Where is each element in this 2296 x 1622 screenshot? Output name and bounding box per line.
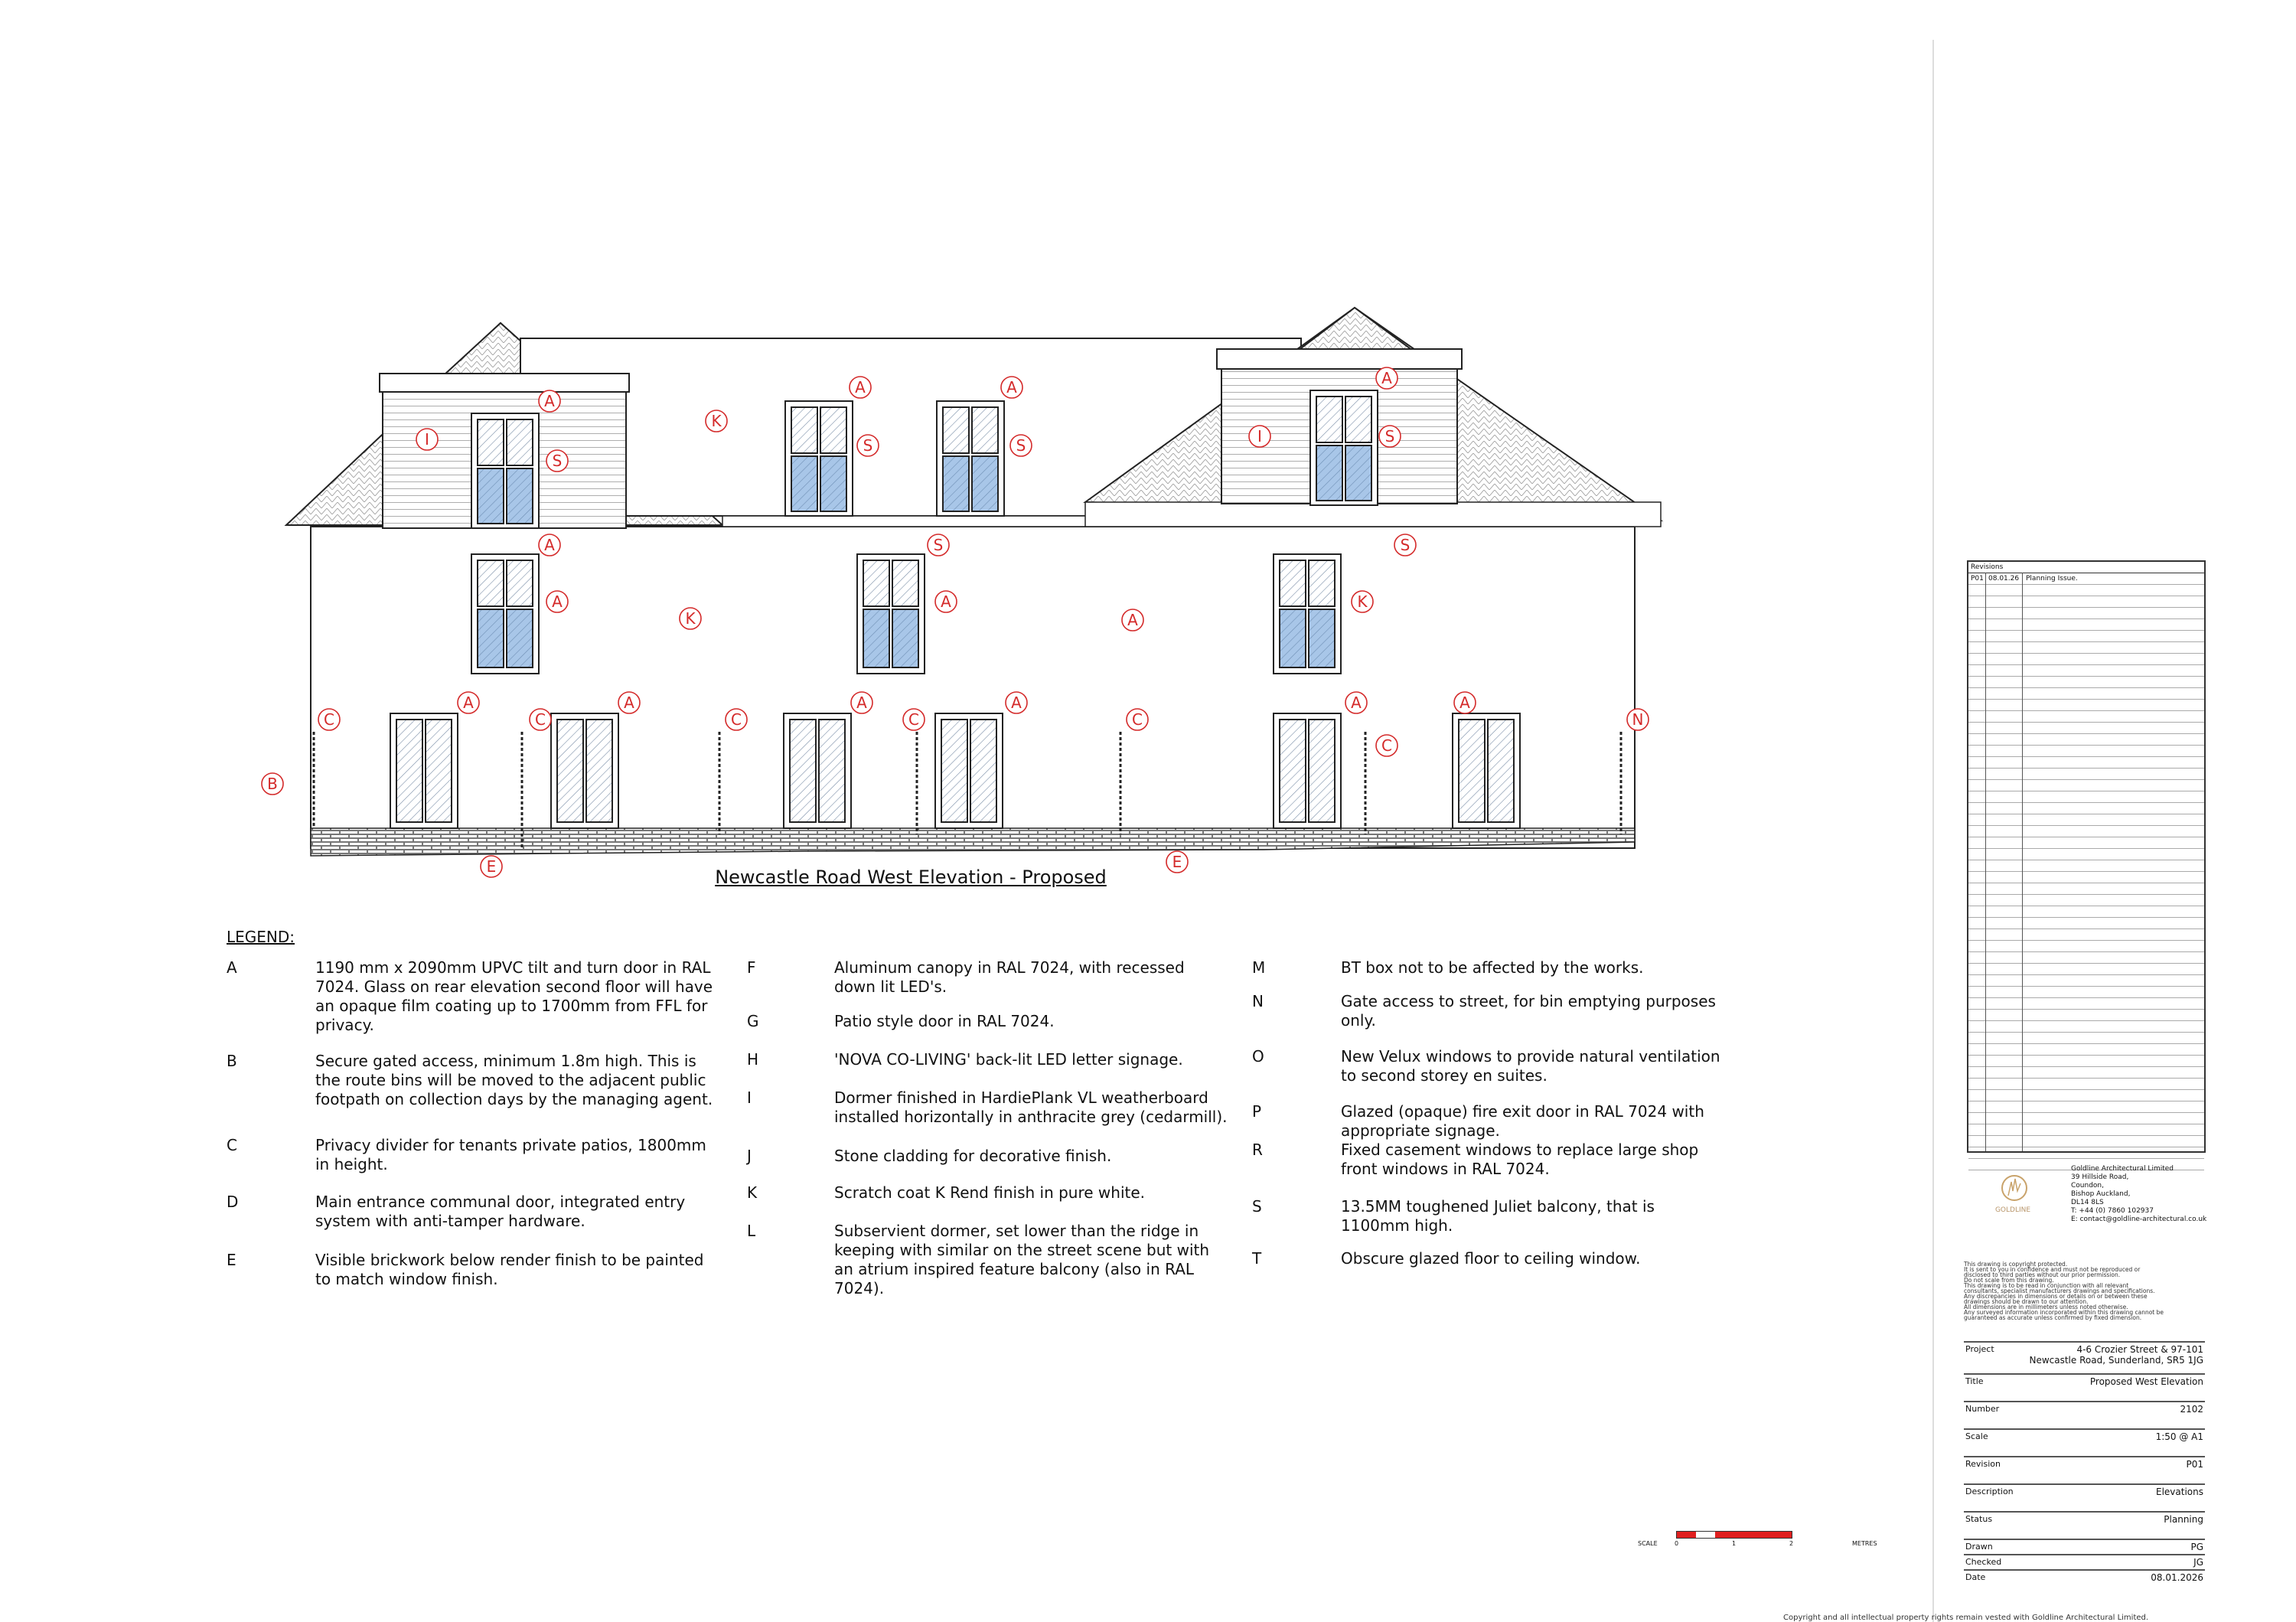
callout-tag-k (1352, 591, 1373, 612)
callout-tag-a (458, 692, 479, 713)
title-block-value: 1:50 @ A1 (2155, 1431, 2203, 1442)
legend-key: F (747, 958, 756, 977)
callout-tag-a (1376, 367, 1397, 389)
title-block-row-checked (1964, 1554, 2205, 1569)
revision-row (1968, 918, 2204, 929)
revision-row (1968, 849, 2204, 860)
revision-row (1968, 757, 2204, 769)
revision-row (1968, 596, 2204, 608)
brick-plinth (311, 828, 1635, 856)
revision-row (1968, 1136, 2204, 1147)
legend-key: M (1252, 958, 1266, 977)
title-block-row-scale (1964, 1428, 2205, 1456)
legend-item-e (227, 1251, 716, 1289)
legend-text: Aluminum canopy in RAL 7024, with recessed down lit LED's. (834, 958, 1185, 996)
svg-text:I: I (1257, 427, 1262, 445)
revision-desc: Planning Issue. (2026, 575, 2078, 583)
title-block-row-revision (1964, 1456, 2205, 1483)
revisions-table (1967, 560, 2206, 1153)
callout-tag-s (1394, 534, 1416, 556)
callout-tag-i (1249, 426, 1270, 447)
title-block-label: Date (1965, 1572, 1986, 1582)
legend-key: D (227, 1193, 239, 1211)
svg-text:A: A (1351, 694, 1362, 712)
legend-item-r (1252, 1141, 1727, 1179)
revision-row (1968, 723, 2204, 734)
legend-item-g (747, 1012, 1229, 1031)
legend-key: G (747, 1012, 759, 1030)
callout-tag-a (1006, 692, 1027, 713)
legend-key: A (227, 958, 237, 977)
revision-row (1968, 826, 2204, 837)
legend-text: 1190 mm x 2090mm UPVC tilt and turn door in RAL 7024. Glass on rear elevation second floor will have an opaque film coating up to 1700mm from FFL for privacy. (315, 958, 713, 1034)
legend-text: 13.5MM toughened Juliet balcony, that is 1100mm high. (1341, 1197, 1655, 1235)
callout-tag-s (857, 435, 879, 456)
revision-row (1968, 746, 2204, 757)
scale-label: SCALE (1638, 1540, 1658, 1547)
revision-row (1968, 1113, 2204, 1124)
title-block-label: Number (1965, 1404, 2000, 1414)
legend-key: P (1252, 1102, 1262, 1121)
revision-row (1968, 1021, 2204, 1033)
svg-text:C: C (324, 710, 334, 729)
revision-row (1968, 780, 2204, 791)
svg-text:S: S (1400, 536, 1411, 554)
svg-text:S: S (1384, 427, 1395, 445)
note-line: guaranteed as accurate unless confirmed by fixed dimension. (1964, 1314, 2142, 1321)
copyright-notes (1964, 1261, 2209, 1320)
legend-text: Fixed casement windows to replace large shop front windows in RAL 7024. (1341, 1141, 1699, 1178)
revision-row (1968, 837, 2204, 849)
title-block-value: JG (2193, 1557, 2203, 1568)
revision-row (1968, 929, 2204, 941)
revision-row (1968, 769, 2204, 780)
callout-tag-c (530, 709, 551, 730)
revision-row (1968, 998, 2204, 1010)
revision-rev: P01 (1971, 575, 1984, 583)
revision-row (1968, 987, 2204, 998)
revision-row (1968, 791, 2204, 803)
title-block-value: 4-6 Crozier Street & 97-101 Newcastle Road, Sunderland, SR5 1JG (2029, 1344, 2203, 1366)
note-line: disclosed to third parties without our prior permission. (1964, 1271, 2121, 1278)
svg-text:S: S (1016, 436, 1026, 455)
revision-row (1968, 952, 2204, 964)
legend-item-t (1252, 1249, 1727, 1268)
elevation-title: Newcastle Road West Elevation - Proposed (715, 866, 1107, 888)
revision-row (1968, 975, 2204, 987)
revision-row (1968, 642, 2204, 654)
revision-row (1968, 665, 2204, 677)
scale-tick-0: 0 (1675, 1540, 1679, 1547)
svg-text:A: A (941, 592, 951, 611)
callout-tag-a (618, 692, 640, 713)
legend-heading: LEGEND: (227, 928, 295, 946)
legend-key: K (747, 1183, 758, 1202)
legend-key: E (227, 1251, 236, 1269)
title-block-value: Planning (2164, 1514, 2203, 1525)
callout-tag-a (1122, 609, 1143, 631)
legend-text: Dormer finished in HardiePlank VL weatherboard installed horizontally in anthracite grey (cedarmill). (834, 1088, 1228, 1126)
title-block-row-status (1964, 1511, 2205, 1539)
note-line: Do not scale from this drawing. (1964, 1277, 2054, 1284)
revision-row (1968, 631, 2204, 642)
scale-tick-2: 2 (1789, 1540, 1794, 1547)
title-block-label: Checked (1965, 1557, 2002, 1567)
title-block-row-number (1964, 1401, 2205, 1428)
company-line: 39 Hillside Road, (2071, 1173, 2129, 1181)
callout-tag-e (481, 856, 502, 877)
legend-item-p (1252, 1102, 1727, 1141)
legend-item-i (747, 1088, 1229, 1127)
legend-item-o (1252, 1047, 1727, 1085)
legend-item-s (1252, 1197, 1727, 1235)
svg-text:A: A (1459, 694, 1470, 712)
callout-tag-c (1127, 709, 1148, 730)
svg-text:A: A (1006, 378, 1017, 397)
revision-date: 08.01.26 (1988, 575, 2020, 583)
legend-key: R (1252, 1141, 1263, 1159)
legend-text: Privacy divider for tenants private patios, 1800mm in height. (315, 1136, 706, 1173)
svg-text:A: A (1127, 611, 1138, 629)
scale-tick-1: 1 (1732, 1540, 1737, 1547)
legend-text: Gate access to street, for bin emptying purposes only. (1341, 992, 1716, 1030)
legend-item-f (747, 958, 1229, 997)
revision-row (1968, 803, 2204, 814)
copyright-footer: Copyright and all intellectual property rights remain vested with Goldline Architectural Limited. (1783, 1614, 2149, 1622)
revision-row (1968, 1010, 2204, 1021)
callout-tag-i (416, 429, 438, 450)
legend-text: Main entrance communal door, integrated entry system with anti-tamper hardware. (315, 1193, 686, 1230)
title-block-value: PG (2190, 1542, 2203, 1552)
title-block-value: 2102 (2180, 1404, 2203, 1415)
legend-text: Scratch coat K Rend finish in pure white. (834, 1183, 1146, 1202)
legend-key: O (1252, 1047, 1264, 1066)
revision-row (1968, 734, 2204, 746)
revision-row (1968, 964, 2204, 975)
title-block-row-date (1964, 1569, 2205, 1597)
svg-text:S: S (933, 536, 944, 554)
svg-text:A: A (552, 592, 563, 611)
legend-item-n (1252, 992, 1727, 1030)
svg-text:K: K (711, 412, 722, 430)
company-line: T: +44 (0) 7860 102937 (2071, 1207, 2154, 1215)
revision-row (1968, 711, 2204, 723)
legend-item-b (227, 1052, 716, 1109)
revision-row (1968, 1079, 2204, 1090)
company-line: Goldline Architectural Limited (2071, 1165, 2174, 1173)
company-line: E: contact@goldline-architectural.co.uk (2071, 1216, 2207, 1223)
logo-text: GOLDLINE (1994, 1206, 2031, 1214)
title-block-row-drawn (1964, 1539, 2205, 1554)
svg-text:A: A (544, 392, 555, 410)
callout-tag-a (1345, 692, 1367, 713)
title-block-row-description (1964, 1483, 2205, 1511)
title-block-label: Description (1965, 1487, 2014, 1496)
right-gable (1298, 308, 1413, 351)
svg-text:I: I (425, 430, 429, 449)
revision-row (1968, 1090, 2204, 1101)
note-line: It is sent to you in confidence and must not be reproduced or (1964, 1266, 2141, 1273)
legend-key: T (1252, 1249, 1262, 1268)
title-block-value: Proposed West Elevation (2089, 1376, 2203, 1387)
note-line: All dimensions are in millimeters unless noted otherwise. (1964, 1304, 2128, 1310)
revision-row (1968, 677, 2204, 688)
legend-key: C (227, 1136, 237, 1154)
title-block-label: Status (1965, 1514, 1993, 1524)
legend-item-k (747, 1183, 1229, 1203)
legend-text: Stone cladding for decorative finish. (834, 1147, 1112, 1165)
legend-text: Patio style door in RAL 7024. (834, 1012, 1055, 1030)
svg-text:A: A (855, 378, 866, 397)
svg-text:A: A (544, 536, 555, 554)
svg-text:A: A (624, 694, 634, 712)
svg-text:C: C (908, 710, 919, 729)
revision-row (1968, 872, 2204, 883)
revision-row (1968, 1101, 2204, 1113)
svg-text:A: A (1381, 369, 1392, 387)
company-line: Coundon, (2071, 1182, 2104, 1190)
company-line: DL14 8LS (2071, 1199, 2104, 1206)
note-line: consultants, specialist manufacturers drawings and specifications. (1964, 1287, 2155, 1294)
callout-tag-a (1454, 692, 1476, 713)
callout-tag-k (706, 410, 727, 432)
svg-text:A: A (856, 694, 867, 712)
svg-text:K: K (685, 609, 696, 628)
callout-tag-s (546, 450, 568, 472)
svg-text:B: B (267, 775, 278, 793)
revision-row (1968, 573, 2204, 585)
revision-row (1968, 1124, 2204, 1136)
revision-row (1968, 688, 2204, 700)
svg-text:S: S (863, 436, 873, 455)
legend-item-c (227, 1136, 716, 1174)
scale-unit: METRES (1852, 1540, 1877, 1547)
svg-text:C: C (1381, 736, 1392, 755)
svg-text:K: K (1357, 592, 1368, 611)
callout-tag-a (851, 692, 872, 713)
callout-tag-c (318, 709, 340, 730)
svg-text:S: S (552, 452, 563, 470)
callout-tag-a (539, 390, 560, 412)
title-block-row-project (1964, 1341, 2205, 1373)
revision-row (1968, 814, 2204, 826)
title-block-label: Revision (1965, 1459, 2001, 1469)
revisions-heading: Revisions (1968, 562, 2204, 573)
callout-tag-s (1379, 426, 1401, 447)
legend-text: BT box not to be affected by the works. (1341, 958, 1644, 977)
callout-tag-c (726, 709, 747, 730)
svg-text:C: C (1132, 710, 1143, 729)
title-block-label: Drawn (1965, 1542, 1993, 1552)
note-line: Any discrepancies in dimensions or details on or between these (1964, 1293, 2148, 1300)
revision-row (1968, 895, 2204, 906)
legend-item-m (1252, 958, 1727, 977)
legend-key: H (747, 1050, 759, 1069)
revision-row (1968, 1033, 2204, 1044)
title-block (1964, 1341, 2205, 1597)
note-line: Any surveyed information incorporated within this drawing cannot be (1964, 1309, 2164, 1316)
callout-tag-a (546, 591, 568, 612)
legend-key: J (747, 1147, 752, 1165)
revision-row (1968, 1044, 2204, 1056)
revision-row (1968, 1147, 2204, 1159)
legend-key: N (1252, 992, 1264, 1010)
elevation-drawing (0, 0, 1684, 919)
revision-row (1968, 619, 2204, 631)
revision-row (1968, 941, 2204, 952)
revision-row (1968, 860, 2204, 872)
legend-text: Visible brickwork below render finish to be painted to match window finish. (315, 1251, 704, 1288)
legend-text: Obscure glazed floor to ceiling window. (1341, 1249, 1641, 1268)
title-block-value: 08.01.2026 (2151, 1572, 2203, 1583)
sheet-divider (1932, 40, 1934, 1622)
note-line: This drawing is copyright protected. (1964, 1261, 2068, 1268)
legend-item-d (227, 1193, 716, 1231)
legend-key: I (747, 1088, 752, 1107)
title-block-label: Title (1965, 1376, 1984, 1386)
callout-tag-a (1001, 377, 1022, 398)
svg-text:N: N (1632, 710, 1644, 729)
callout-tag-n (1627, 709, 1649, 730)
revision-row (1968, 654, 2204, 665)
callout-tag-a (935, 591, 957, 612)
legend-text: Glazed (opaque) fire exit door in RAL 7024 with appropriate signage. (1341, 1102, 1704, 1140)
legend-item-j (747, 1147, 1229, 1166)
note-line: drawings should be drawn to our attention. (1964, 1298, 2089, 1305)
legend-text: New Velux windows to provide natural ventilation to second storey en suites. (1341, 1047, 1720, 1085)
callout-tag-s (928, 534, 949, 556)
legend-text: Subservient dormer, set lower than the ridge in keeping with similar on the street scene but with an atrium inspired feature balcony (also in RAL 7024). (834, 1222, 1210, 1297)
revision-row (1968, 585, 2204, 596)
title-block-label: Scale (1965, 1431, 1988, 1441)
legend-text: Secure gated access, minimum 1.8m high. This is the route bins will be moved to the adjacent public footpath on collection days by the managing agent. (315, 1052, 713, 1108)
legend-key: B (227, 1052, 237, 1070)
svg-text:E: E (1172, 853, 1182, 871)
title-block-label: Project (1965, 1344, 1994, 1354)
revision-row (1968, 1067, 2204, 1079)
legend-item-a (227, 958, 716, 1035)
svg-text:C: C (731, 710, 742, 729)
revision-row (1968, 906, 2204, 918)
callout-tag-b (262, 773, 283, 795)
revision-row (1968, 700, 2204, 711)
callout-tag-k (680, 608, 701, 629)
legend-key: S (1252, 1197, 1262, 1216)
company-address (2071, 1165, 2206, 1224)
title-block-row-title (1964, 1373, 2205, 1401)
svg-text:A: A (1011, 694, 1022, 712)
legend-key: L (747, 1222, 756, 1240)
svg-text:E: E (486, 857, 497, 876)
legend-text: 'NOVA CO-LIVING' back-lit LED letter signage. (834, 1050, 1183, 1069)
callout-tag-c (1376, 735, 1397, 756)
callout-tag-c (903, 709, 925, 730)
company-line: Bishop Auckland, (2071, 1190, 2131, 1198)
svg-text:C: C (535, 710, 546, 729)
legend-item-l (747, 1222, 1229, 1298)
note-line: This drawing is to be read in conjunction with all relevant (1964, 1282, 2129, 1289)
revision-row (1968, 1056, 2204, 1067)
callout-tag-s (1010, 435, 1032, 456)
legend-item-h (747, 1050, 1229, 1069)
revision-row (1968, 883, 2204, 895)
svg-text:A: A (463, 694, 474, 712)
title-block-value: Elevations (2156, 1487, 2203, 1497)
callout-tag-a (850, 377, 871, 398)
revision-row (1968, 608, 2204, 619)
callout-tag-a (539, 534, 560, 556)
title-block-value: P01 (2186, 1459, 2203, 1470)
